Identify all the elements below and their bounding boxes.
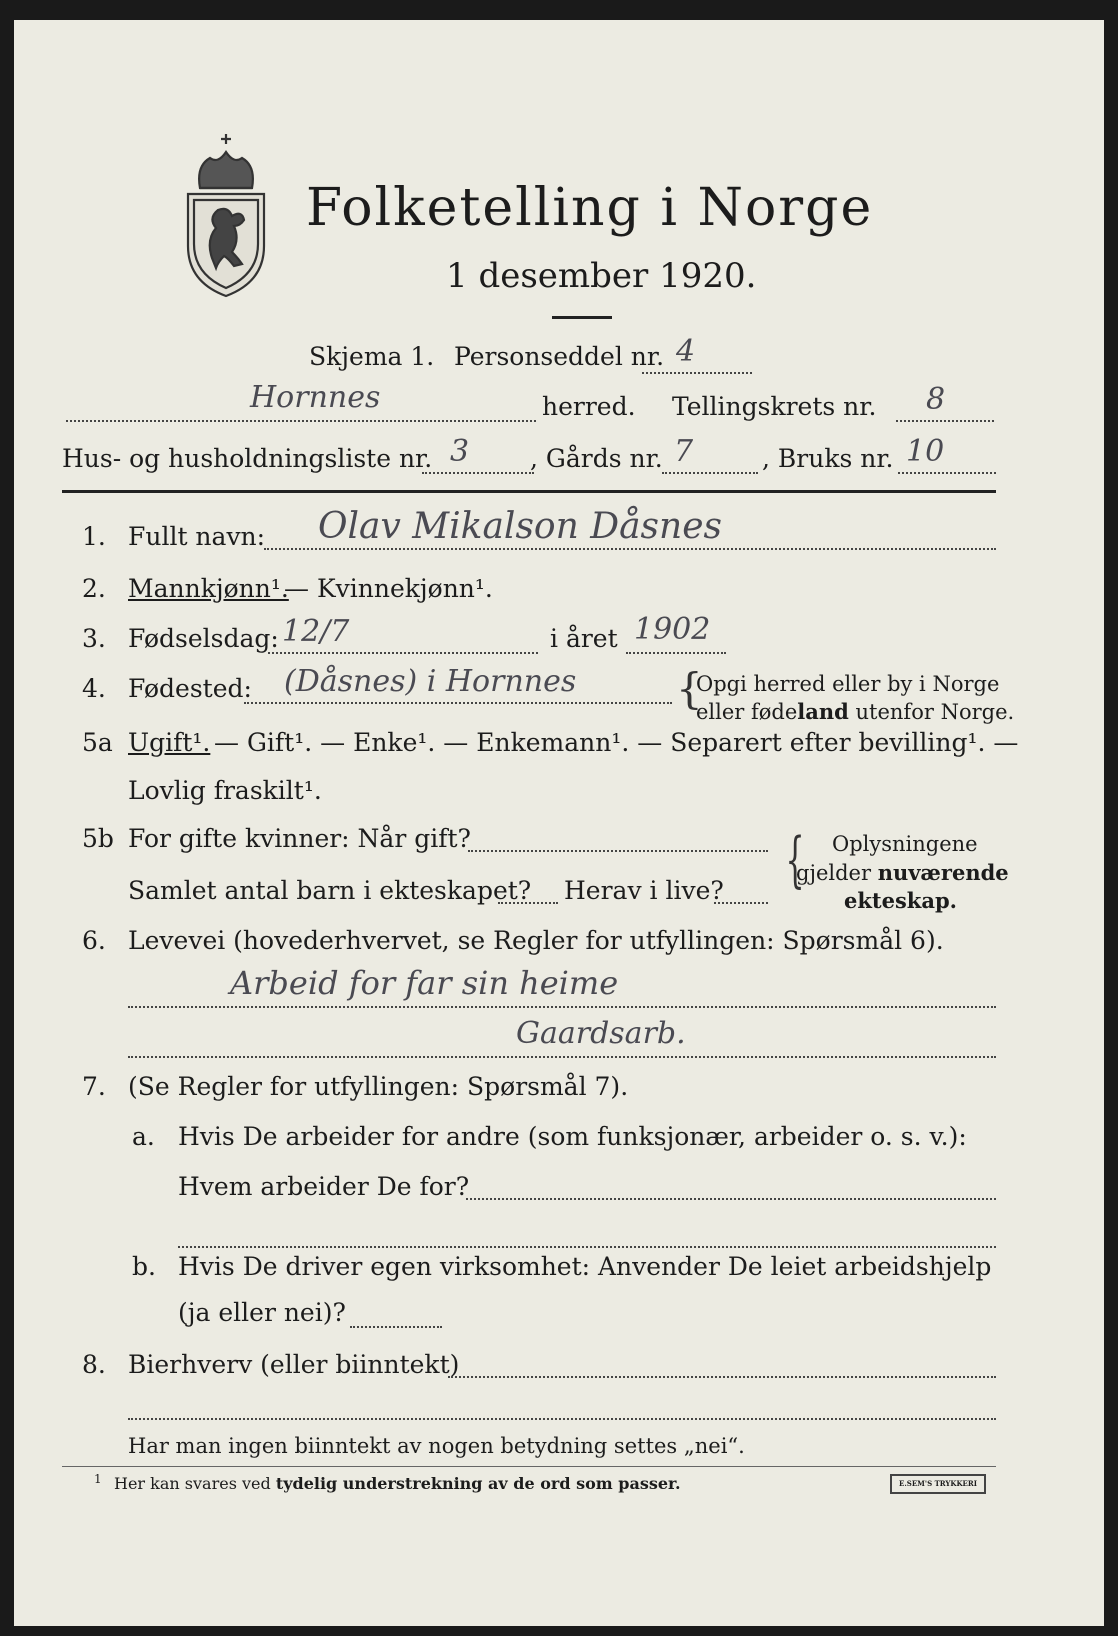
- q1-line: [264, 548, 996, 550]
- q3-label: Fødselsdag:: [128, 624, 279, 653]
- tellingskrets-label: Tellingskrets nr.: [672, 392, 877, 421]
- q4-brace: {: [676, 664, 703, 713]
- q5b-label-naar-gift: For gifte kvinner: Når gift?: [128, 824, 471, 853]
- q4-number: 4.: [82, 674, 106, 703]
- personseddel-line: [642, 372, 752, 374]
- census-form-page: [14, 20, 1104, 1626]
- q2-mannkjonn[interactable]: Mannkjønn¹.: [128, 574, 289, 603]
- q7-label: (Se Regler for utfyllingen: Spørsmål 7).: [128, 1072, 629, 1101]
- q3-year-value[interactable]: 1902: [634, 612, 711, 647]
- q6-value-line1[interactable]: Arbeid for far sin heime: [230, 964, 619, 1002]
- q8-note: Har man ingen biinntekt av nogen betydning settes „nei“.: [128, 1434, 745, 1458]
- herred-value[interactable]: Hornnes: [250, 380, 381, 415]
- tellingskrets-value[interactable]: 8: [926, 382, 946, 417]
- q5b-note-line2: [796, 860, 1009, 885]
- q5b-antal-barn-line: [498, 902, 558, 904]
- title-divider: [552, 316, 612, 319]
- header-divider: [62, 490, 996, 493]
- q4-note-line2c: utenfor Norge.: [848, 700, 1015, 724]
- q7b-line: [350, 1326, 442, 1328]
- bruks-label: , Bruks nr.: [762, 444, 894, 473]
- q5a-ugift[interactable]: Ugift¹.: [128, 728, 211, 757]
- q6-label: Levevei (hovederhvervet, se Regler for utfyllingen: Spørsmål 6).: [128, 926, 944, 955]
- q5b-note-line2b: nuværende: [877, 860, 1009, 885]
- q7b-label2: (ja eller nei)?: [178, 1298, 346, 1327]
- q3-birthday-line: [268, 652, 538, 654]
- q4-line: [244, 702, 672, 704]
- q6-line2: [128, 1056, 996, 1058]
- footnote-text: [114, 1474, 681, 1493]
- footnote-text-b: tydelig understrekning av de ord som passer.: [275, 1474, 681, 1493]
- herred-label: herred.: [542, 392, 636, 421]
- q7b-letter: b.: [132, 1252, 156, 1281]
- q4-note-line2b: land: [797, 699, 849, 724]
- q1-number: 1.: [82, 522, 106, 551]
- q7a-line2: [178, 1246, 996, 1248]
- q6-number: 6.: [82, 926, 106, 955]
- printer-stamp: E.SEM'S TRYKKERI: [890, 1474, 986, 1494]
- q7a-line1: [466, 1198, 996, 1200]
- norway-coat-of-arms-icon: [178, 130, 274, 298]
- q7-number: 7.: [82, 1072, 106, 1101]
- q3-number: 3.: [82, 624, 106, 653]
- footer-divider: [62, 1466, 996, 1467]
- q3-year-label: i året: [550, 624, 618, 653]
- q4-note-line2a: eller føde: [696, 700, 798, 724]
- gards-line: [662, 472, 758, 474]
- gards-label: , Gårds nr.: [530, 444, 663, 473]
- q7a-label2: Hvem arbeider De for?: [178, 1172, 470, 1201]
- q6-value-line2[interactable]: Gaardsarb.: [516, 1016, 686, 1051]
- q8-line2: [128, 1418, 996, 1420]
- q4-note-line1: Opgi herred eller by i Norge: [696, 672, 1000, 696]
- q4-birthplace-value[interactable]: (Dåsnes) i Hornnes: [284, 664, 577, 699]
- q1-label: Fullt navn:: [128, 522, 266, 551]
- q5b-brace: {: [785, 825, 805, 895]
- footnote-text-a: Her kan svares ved: [114, 1474, 276, 1493]
- q7b-label: Hvis De driver egen virksomhet: Anvender De leiet arbeidshjelp: [178, 1252, 992, 1281]
- q3-year-line: [626, 652, 726, 654]
- gards-value[interactable]: 7: [674, 434, 694, 469]
- herred-line: [66, 420, 536, 422]
- q7a-letter: a.: [132, 1122, 155, 1151]
- q5a-number: 5a: [82, 728, 113, 757]
- bruks-line: [898, 472, 996, 474]
- q5a-options[interactable]: — Gift¹. — Enke¹. — Enkemann¹. — Separert efter bevilling¹. —: [214, 728, 1019, 757]
- q5b-label-antal-barn: Samlet antal barn i ekteskapet?: [128, 876, 532, 905]
- q5b-label-herav-i-live: Herav i live?: [564, 876, 724, 905]
- q2-kvinnekjonn[interactable]: — Kvinnekjønn¹.: [284, 574, 493, 603]
- q5b-note-line1: Oplysningene: [832, 832, 978, 856]
- skjema-label: Skjema 1.: [309, 342, 435, 371]
- q8-label: Bierhverv (eller biinntekt): [128, 1350, 460, 1379]
- hus-value[interactable]: 3: [450, 434, 470, 469]
- q3-birthday-value[interactable]: 12/7: [282, 614, 350, 649]
- q5a-lovlig-fraskilt[interactable]: Lovlig fraskilt¹.: [128, 776, 322, 805]
- q5b-note-line2a: gjelder: [796, 861, 878, 885]
- q4-note-line2: [696, 699, 1014, 724]
- hus-label: Hus- og husholdningsliste nr.: [62, 444, 433, 473]
- hus-line: [422, 472, 534, 474]
- form-date: 1 desember 1920.: [446, 256, 757, 296]
- q6-line1: [128, 1006, 996, 1008]
- q1-full-name[interactable]: Olav Mikalson Dåsnes: [318, 506, 722, 547]
- q8-line1: [448, 1376, 996, 1378]
- q5b-naar-gift-line: [468, 850, 768, 852]
- tellingskrets-line: [896, 420, 994, 422]
- personseddel-label: Personseddel nr.: [454, 342, 665, 371]
- q7a-label: Hvis De arbeider for andre (som funksjonær, arbeider o. s. v.):: [178, 1122, 967, 1151]
- bruks-value[interactable]: 10: [906, 434, 945, 469]
- form-title: Folketelling i Norge: [306, 178, 874, 238]
- personseddel-value[interactable]: 4: [676, 334, 696, 369]
- q5b-note-line3: ekteskap.: [844, 888, 957, 913]
- q4-label: Fødested:: [128, 674, 252, 703]
- q5b-number: 5b: [82, 824, 114, 853]
- q2-number: 2.: [82, 574, 106, 603]
- footnote-mark: 1: [94, 1472, 102, 1486]
- q5b-herav-i-live-line: [714, 902, 768, 904]
- q8-number: 8.: [82, 1350, 106, 1379]
